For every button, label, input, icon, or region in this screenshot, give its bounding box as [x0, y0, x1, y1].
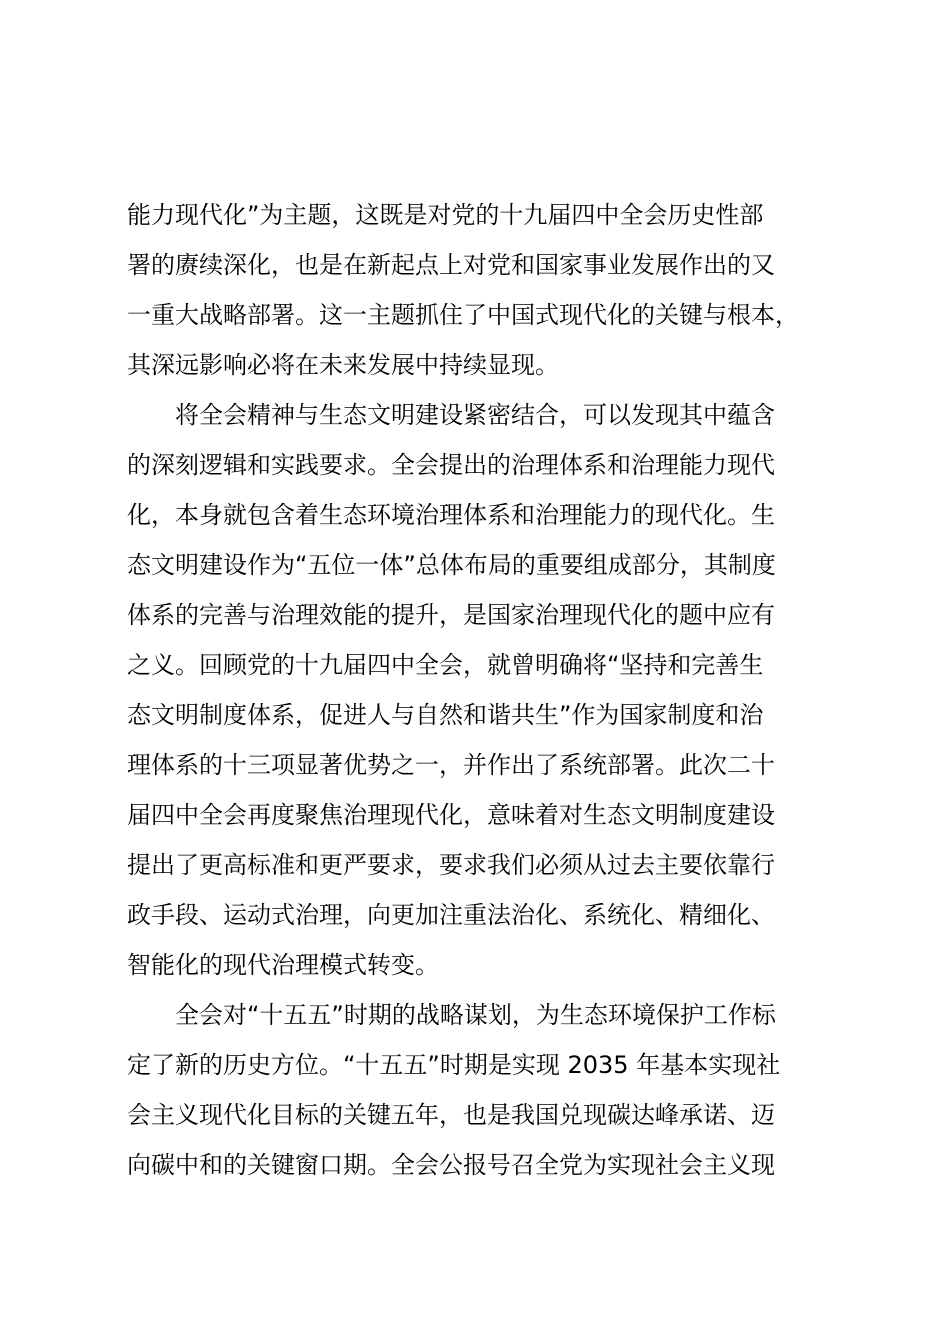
text-line: 之义。回顾党的十九届四中全会，就曾明确将“坚持和完善生	[127, 651, 764, 679]
text-line: 其深远影响必将在未来发展中持续显现。	[127, 351, 559, 379]
body-text	[127, 190, 827, 1190]
text-line: 态文明建设作为“五位一体”总体布局的重要组成部分，其制度	[127, 551, 776, 579]
text-line: 化，本身就包含着生态环境治理体系和治理能力的现代化。生	[127, 501, 775, 529]
text-line: 智能化的现代治理模式转变。	[127, 951, 439, 979]
text-line: 体系的完善与治理效能的提升，是国家治理现代化的题中应有	[127, 601, 775, 629]
text-line: 向碳中和的关键窗口期。全会公报号召全党为实现社会主义现	[127, 1151, 775, 1179]
text-line: 一重大战略部署。这一主题抓住了中国式现代化的关键与根本，	[127, 301, 799, 329]
text-line: 的深刻逻辑和实践要求。全会提出的治理体系和治理能力现代	[127, 451, 775, 479]
text-line: 政手段、运动式治理，向更加注重法治化、系统化、精细化、	[127, 901, 775, 929]
text-line: 将全会精神与生态文明建设紧密结合，可以发现其中蕴含	[127, 401, 775, 429]
text-line: 理体系的十三项显著优势之一，并作出了系统部署。此次二十	[127, 751, 775, 779]
text-line: 全会对“十五五”时期的战略谋划，为生态环境保护工作标	[127, 1001, 776, 1029]
text-line: 定了新的历史方位。“十五五”时期是实现 2035 年基本实现社	[127, 1051, 781, 1079]
text-line: 态文明制度体系，促进人与自然和谐共生”作为国家制度和治	[127, 701, 764, 729]
text-line: 提出了更高标准和更严要求，要求我们必须从过去主要依靠行	[127, 851, 775, 879]
text-line: 会主义现代化目标的关键五年，也是我国兑现碳达峰承诺、迈	[127, 1101, 775, 1129]
text-line: 署的赓续深化，也是在新起点上对党和国家事业发展作出的又	[127, 251, 775, 279]
text-line: 届四中全会再度聚焦治理现代化，意味着对生态文明制度建设	[127, 801, 775, 829]
text-line: 能力现代化”为主题，这既是对党的十九届四中全会历史性部	[127, 201, 764, 229]
